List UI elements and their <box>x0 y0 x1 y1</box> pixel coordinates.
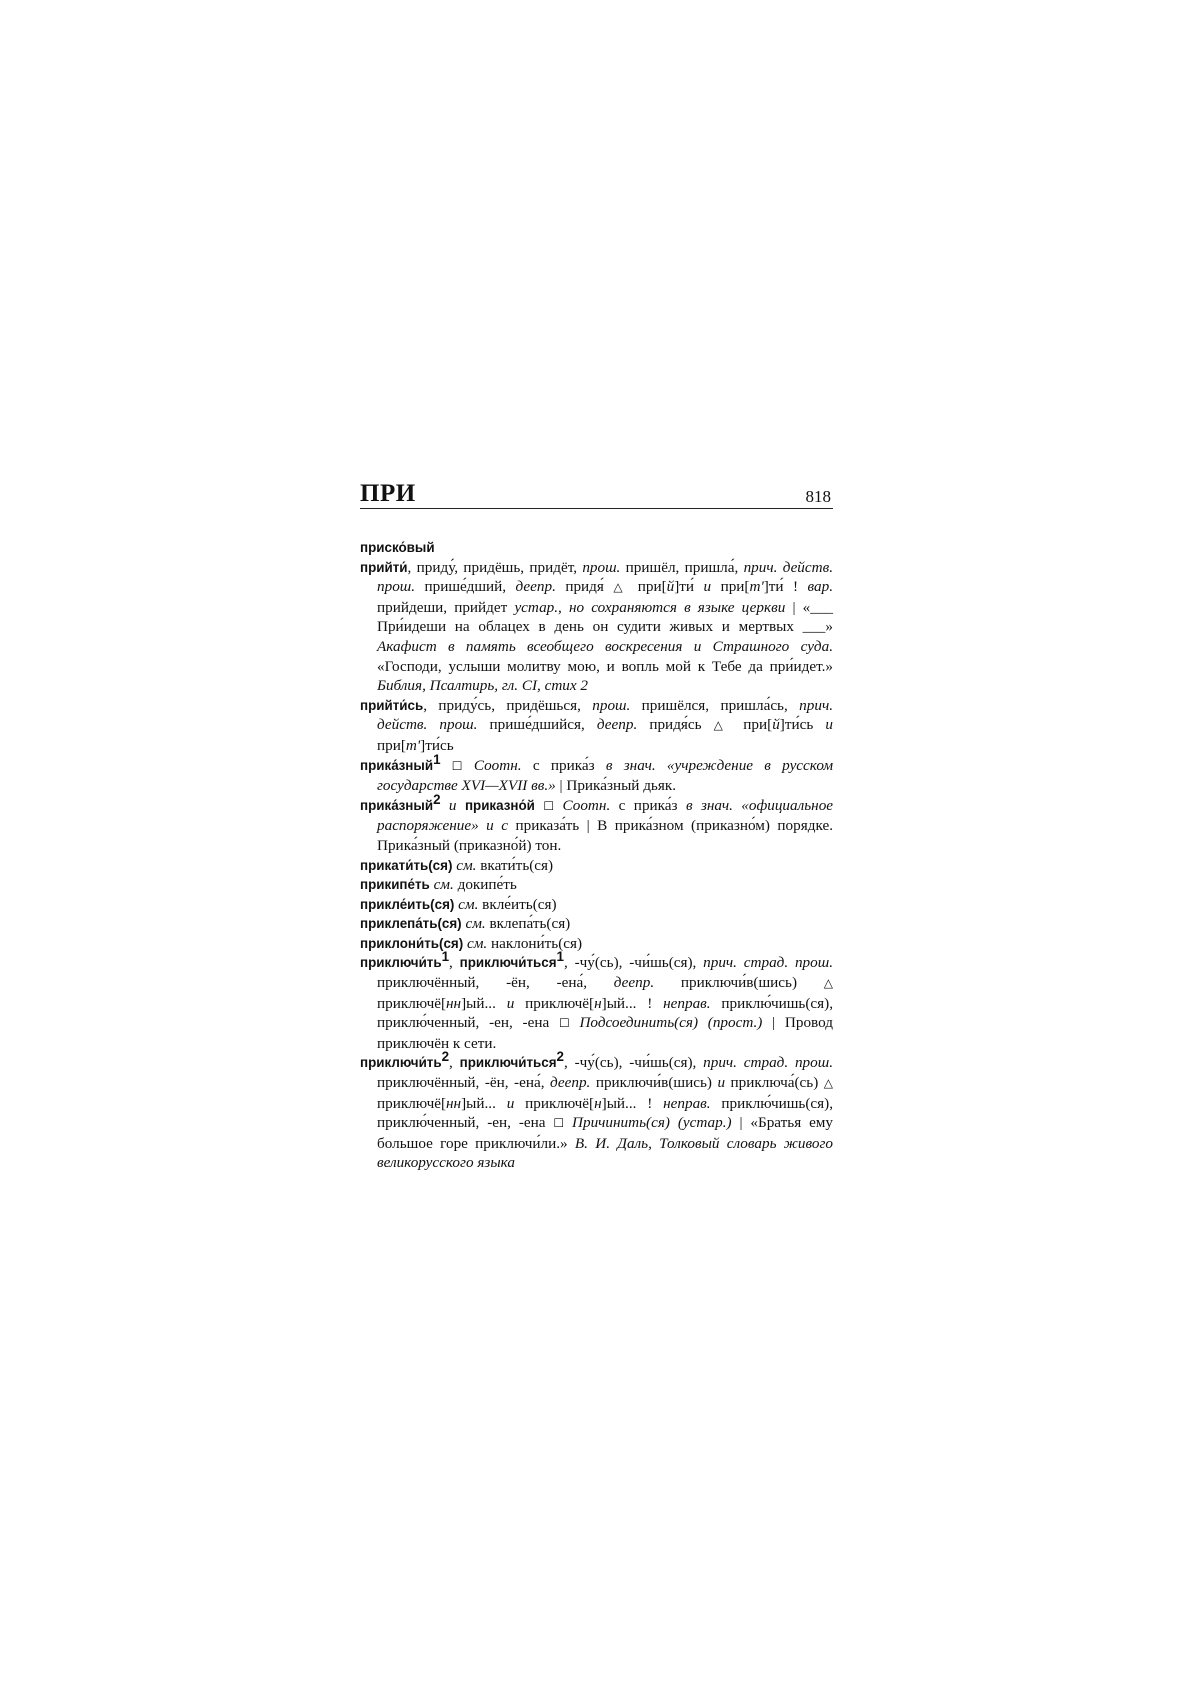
headword: прийти́ <box>360 559 408 575</box>
entry-text: приключё[ <box>377 1094 447 1112</box>
see-mark: см. <box>433 876 454 894</box>
homonym-number: 2 <box>556 1049 564 1065</box>
running-head-word: ПРИ <box>360 480 416 507</box>
headword: прика́зный <box>360 797 434 813</box>
headword: прийти́сь <box>360 697 424 713</box>
entry-text: с прика́з <box>610 796 686 814</box>
grammar-mark: неправ. <box>663 994 711 1012</box>
cross-reference: докипе́ть <box>453 876 517 894</box>
grammar-mark: Соотн. <box>562 796 611 814</box>
example: | Прика́зный дьяк. <box>555 777 677 795</box>
entry-text: приключё[ <box>377 994 447 1012</box>
entry-prikaznyi-2 <box>360 791 834 856</box>
grammar-mark: прич. страд. прош. <box>703 954 833 972</box>
entry-text: прише́дший, <box>415 578 516 596</box>
grammar-mark: и <box>703 578 712 596</box>
entry-text: , приду́сь, придёшься, <box>423 696 593 714</box>
triangle-icon: △ <box>823 1076 833 1091</box>
entry-text: приключённый, -ён, -ена́, <box>377 974 614 992</box>
grammar-mark: прич. действ. прош. <box>377 558 833 596</box>
headword: приключи́ть <box>360 955 442 971</box>
grammar-mark: прош. <box>592 696 631 714</box>
definition: Причинить(ся) (устар.) <box>572 1114 732 1132</box>
phonetic: й <box>666 578 675 596</box>
headword: приключи́ть <box>360 1055 442 1071</box>
quotation: «Господи, услыши молитву мою, и вопль мой к Тебе да при́идет.» <box>377 657 833 675</box>
grammar-mark: неправ. <box>663 1094 711 1112</box>
entry-text: прийдеши, прийдет <box>377 598 515 616</box>
entry-text: при[ <box>731 716 773 734</box>
entry-text: приключи́в(шись) <box>654 974 824 992</box>
homonym-number: 2 <box>433 791 441 807</box>
grammar-mark: деепр. <box>515 578 556 596</box>
entry-text: ]ти́ ! <box>763 578 808 596</box>
entry-priklonit <box>360 934 833 954</box>
entry-text: ]ти́ <box>674 578 704 596</box>
dictionary-entries <box>360 538 833 1173</box>
entry-text: , <box>449 1054 460 1072</box>
entry-text: ]ый... <box>461 994 507 1012</box>
entry-text: приключа́(сь) <box>725 1074 824 1092</box>
grammar-mark: и <box>506 1094 515 1112</box>
box-icon: ☐ <box>543 798 555 813</box>
phonetic: й <box>772 716 780 734</box>
entry-text: придя́ <box>555 578 614 596</box>
definition: Подсоединить(ся) (прост.) <box>579 1014 763 1032</box>
box-icon: ☐ <box>451 758 463 773</box>
quotation: | «___ При́идеши на облацех в день он судити живых и мертвых ___» <box>377 598 834 636</box>
running-head <box>360 478 833 509</box>
entry-text: приклю́чишь(ся), приклю́ченный, -ен, -ена <box>377 1094 833 1132</box>
quotation-source: Акафист в память всеобщего воскресения и Страшного суда. <box>377 637 833 655</box>
quotation-source: Библия, Псалтирь, гл. CI, стих 2 <box>377 677 589 695</box>
example: приказа́ть | В прика́зном (приказно́м) порядке. Прика́зный (приказно́й) тон. <box>377 817 833 854</box>
grammar-mark: Соотн. <box>473 756 522 774</box>
usage-note: устар., но сохраняются в языке церкви <box>514 598 786 616</box>
phonetic: нн <box>446 1094 462 1112</box>
entry-text: при[ <box>628 578 667 596</box>
entry-text: ]ти́сь <box>420 736 454 754</box>
see-mark: см. <box>458 895 479 913</box>
entry-priitis <box>360 696 833 756</box>
entry-text: приключё[ <box>514 994 595 1012</box>
entry-priiti <box>360 558 833 696</box>
grammar-mark: деепр. <box>596 716 638 734</box>
homonym-number: 1 <box>441 949 450 965</box>
triangle-icon: △ <box>613 580 629 595</box>
box-icon: ☐ <box>553 1116 565 1131</box>
cross-reference: вкле́ить(ся) <box>478 895 557 913</box>
grammar-mark: и <box>717 1074 726 1092</box>
entry-text: , <box>449 954 460 972</box>
entry-text: пришёлся, пришла́сь, <box>630 696 800 714</box>
headword-variant: приключи́ться <box>459 955 557 971</box>
entry-prikipet <box>360 875 833 895</box>
entry-prikaznyi-1 <box>360 751 834 796</box>
entry-text: ]ый... <box>461 1094 507 1112</box>
entry-priklyuchit-2 <box>360 1049 834 1173</box>
entry-text: , -чу́(сь), -чи́шь(ся), <box>563 1054 704 1072</box>
grammar-mark: деепр. <box>613 974 655 992</box>
entry-text: ]ый... ! <box>601 1094 664 1112</box>
headword: прикипе́ть <box>360 877 430 893</box>
headword: приклепа́ть(ся) <box>360 916 462 932</box>
headword: прика́зный <box>360 757 434 773</box>
grammar-mark: прич. страд. прош. <box>703 1054 833 1072</box>
phonetic: т' <box>749 578 764 596</box>
entry-text: пришёл, пришла́, <box>620 558 744 576</box>
phonetic: нн <box>446 994 462 1012</box>
headword: приско́вый <box>360 540 435 555</box>
entry-text: , -чу́(сь), -чи́шь(ся), <box>563 954 704 972</box>
entry-text: приклю́чишь(ся), приклю́ченный, -ен, -ена <box>377 994 833 1032</box>
definition: в знач. «официальное распоряжение» и с <box>377 796 834 835</box>
entry-priklepat <box>360 914 833 934</box>
grammar-mark: и <box>506 994 515 1012</box>
phonetic: н <box>594 994 602 1012</box>
see-mark: см. <box>456 856 477 874</box>
entry-prikatit <box>360 856 833 876</box>
entry-text: при[ <box>377 736 406 754</box>
entry-text: , приду́, придёшь, придёт, <box>407 558 583 576</box>
headword: приклони́ть(ся) <box>360 935 464 951</box>
entry-text: приключённый, -ён, -ена́, <box>377 1074 550 1092</box>
dictionary-page <box>360 478 833 1173</box>
entry-text: ]ый... ! <box>601 994 664 1012</box>
entry-text: приключи́в(шись) <box>590 1074 718 1092</box>
entry-priiskovyi <box>360 538 833 558</box>
entry-prikleit <box>360 895 833 915</box>
headword: прикати́ть(ся) <box>360 857 453 873</box>
see-mark: см. <box>465 915 486 933</box>
phonetic: т' <box>405 736 421 754</box>
cross-reference: вклепа́ть(ся) <box>485 915 571 933</box>
entry-text: приключё[ <box>514 1094 595 1112</box>
grammar-mark: прош. <box>582 558 621 576</box>
headword-variant: приказно́й <box>464 797 535 813</box>
entry-text: придя́сь <box>637 716 714 734</box>
grammar-mark: и <box>825 716 833 734</box>
headword: прикле́ить(ся) <box>360 896 455 912</box>
entry-text: ]ти́сь <box>779 716 826 734</box>
entry-priklyuchit-1 <box>360 949 834 1053</box>
quotation-source: В. И. Даль, Толковый словарь живого великорусского языка <box>377 1134 833 1172</box>
entry-text: с прика́з <box>521 756 606 774</box>
triangle-icon: △ <box>713 718 732 733</box>
example: | Провод приключён к сети. <box>377 1014 834 1052</box>
entry-text: при[ <box>711 578 750 596</box>
definition: в знач. «учреждение в русском государстве XVI—XVII вв.» <box>377 756 834 795</box>
entry-text: прише́дшийся, <box>477 716 597 734</box>
grammar-mark: прич. действ. прош. <box>377 696 833 734</box>
headword-variant: приключи́ться <box>459 1055 557 1071</box>
phonetic: н <box>594 1094 602 1112</box>
homonym-number: 1 <box>556 949 564 965</box>
cross-reference: вкати́ть(ся) <box>476 856 554 874</box>
triangle-icon: △ <box>823 976 833 991</box>
grammar-mark: и <box>440 796 465 814</box>
see-mark: см. <box>466 934 488 952</box>
page-number: 818 <box>805 487 831 506</box>
grammar-mark: вар. <box>807 578 834 596</box>
quotation: | «Братья ему большое горе приключи́ли.» <box>377 1114 834 1152</box>
homonym-number: 2 <box>441 1049 450 1065</box>
cross-reference: наклони́ть(ся) <box>487 934 583 952</box>
homonym-number: 1 <box>433 751 441 767</box>
grammar-mark: деепр. <box>550 1074 591 1092</box>
box-icon: ☐ <box>558 1016 570 1031</box>
